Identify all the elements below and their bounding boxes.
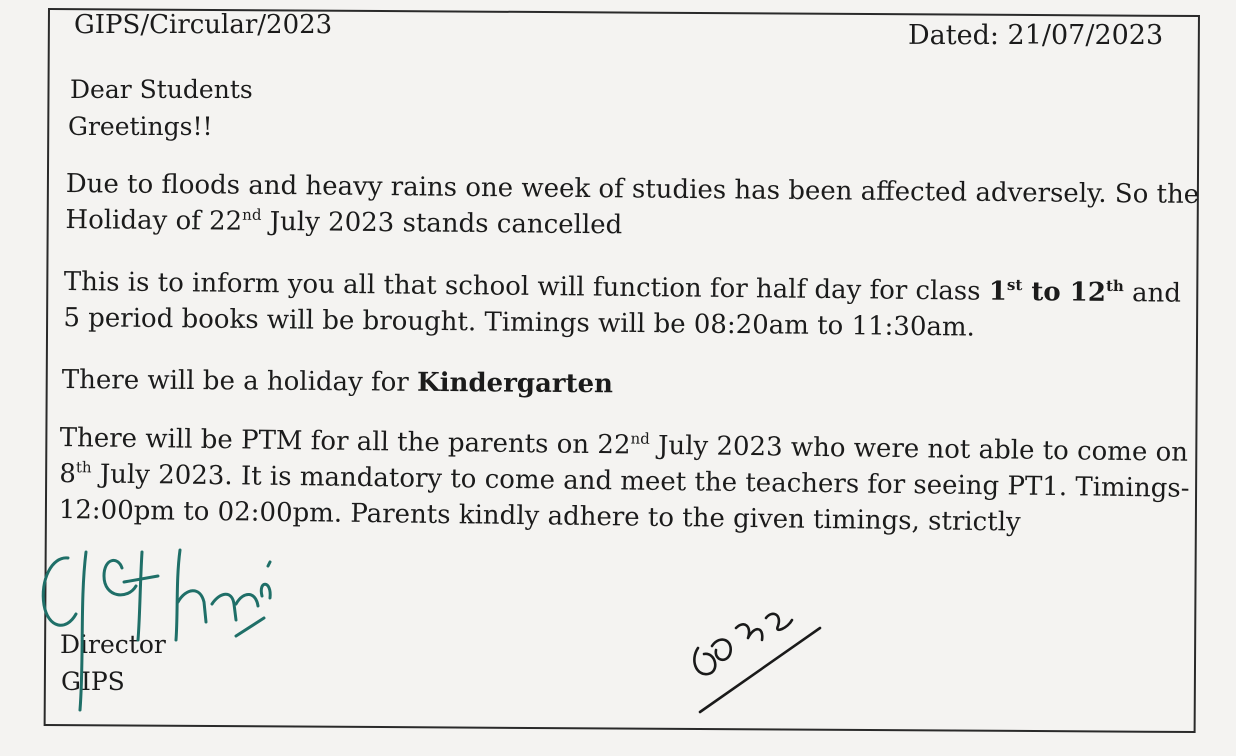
paragraph-half-day [63,264,1181,348]
paragraph-ptm [59,420,1191,543]
paragraph-holiday-cancelled [65,166,1199,249]
greeting: Greetings!! [68,112,213,141]
paragraph-line: There will be PTM for all the parents on 22nd July 2023 who were not able to come on [59,422,1189,468]
paragraph-line: 5 period books will be brought. Timings will be 08:20am to 11:30am. [63,302,976,343]
paragraph-line: This is to inform you all that school will function for half day for class 1st to 12th and [63,266,1182,309]
circular-date: Dated: 21/07/2023 [908,20,1164,51]
paragraph-line: Holiday of 22nd July 2023 stands cancelled [65,204,623,241]
paragraph-line: Due to floods and heavy rains one week of studies has been affected adversely. So the [65,168,1200,210]
circular-reference: GIPS/Circular/2023 [74,10,333,40]
salutation: Dear Students [70,75,253,104]
kindergarten-label: Kindergarten [416,367,614,400]
signatory-organization: GIPS [61,667,125,696]
paragraph-kindergarten-holiday: There will be a holiday for Kindergarten [61,364,614,400]
paragraph-line: 12:00pm to 02:00pm. Parents kindly adhere to the given timings, strictly [58,494,1021,538]
signatory-title: Director [60,630,166,659]
paragraph-line: 8th July 2023. It is mandatory to come and meet the teachers for seeing PT1. Timings- [59,458,1190,504]
